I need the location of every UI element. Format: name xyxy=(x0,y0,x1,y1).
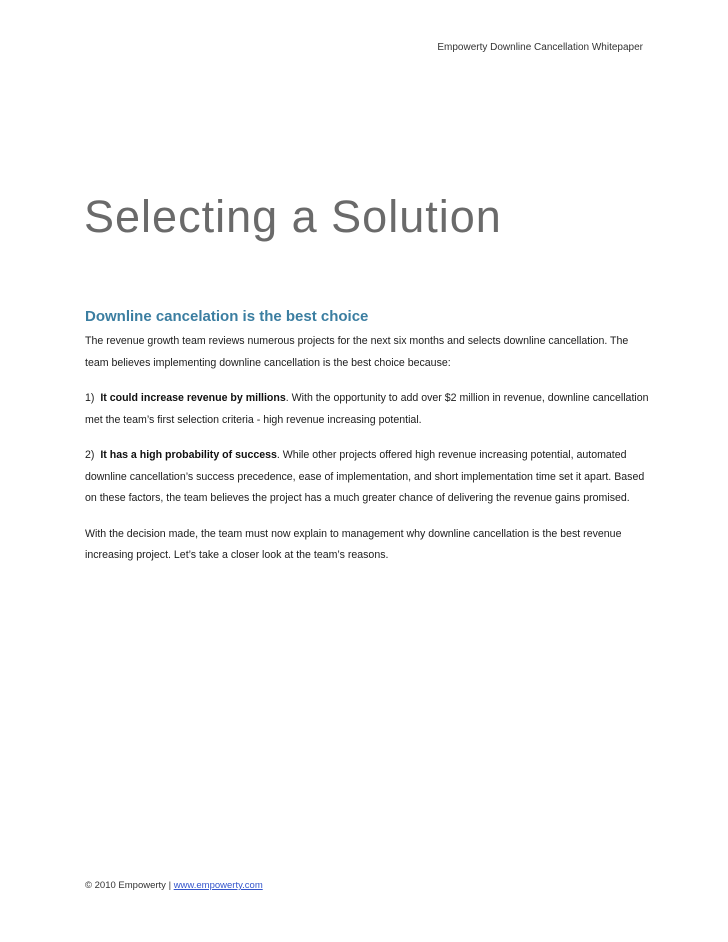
footer-website-link[interactable]: www.empowerty.com xyxy=(173,880,263,891)
intro-paragraph: The revenue growth team reviews numerous projects for the next six months and selects downline cancellation. The team believes implementing downline cancellation is the best choice because: xyxy=(85,335,629,369)
reason-1-bold: It could increase revenue by millions xyxy=(100,392,286,404)
reason-2-number: 2) xyxy=(85,449,95,461)
reason-1-text: . With the opportunity to add over $2 million in revenue, downline cancellation met the team’s first selection criteria - high revenue increasing potential. xyxy=(85,392,649,426)
section-body xyxy=(85,307,651,581)
running-header: Empowerty Downline Cancellation Whitepaper xyxy=(437,42,643,53)
section-heading: Downline cancelation is the best choice xyxy=(85,308,369,325)
reason-2-paragraph xyxy=(85,445,651,510)
page-footer xyxy=(85,880,263,891)
reason-1-number: 1) xyxy=(85,392,95,404)
footer-copyright: © 2010 Empowerty | xyxy=(85,880,174,891)
page-title: Selecting a Solution xyxy=(84,191,502,242)
reason-2-bold: It has a high probability of success xyxy=(100,449,277,461)
reason-2-text: . While other projects offered high revenue increasing potential, automated downline cancellation’s success precedence, ease of implementation, and short implementation time set it apart. Based on these factors, the team believes the project has a much greater chance of delivering the revenue gains promised. xyxy=(85,449,645,504)
conclusion-paragraph: With the decision made, the team must now explain to management why downline cancellation is the best revenue increasing project. Let’s take a closer look at the team’s reasons. xyxy=(85,527,622,561)
reason-1-paragraph xyxy=(85,388,651,431)
